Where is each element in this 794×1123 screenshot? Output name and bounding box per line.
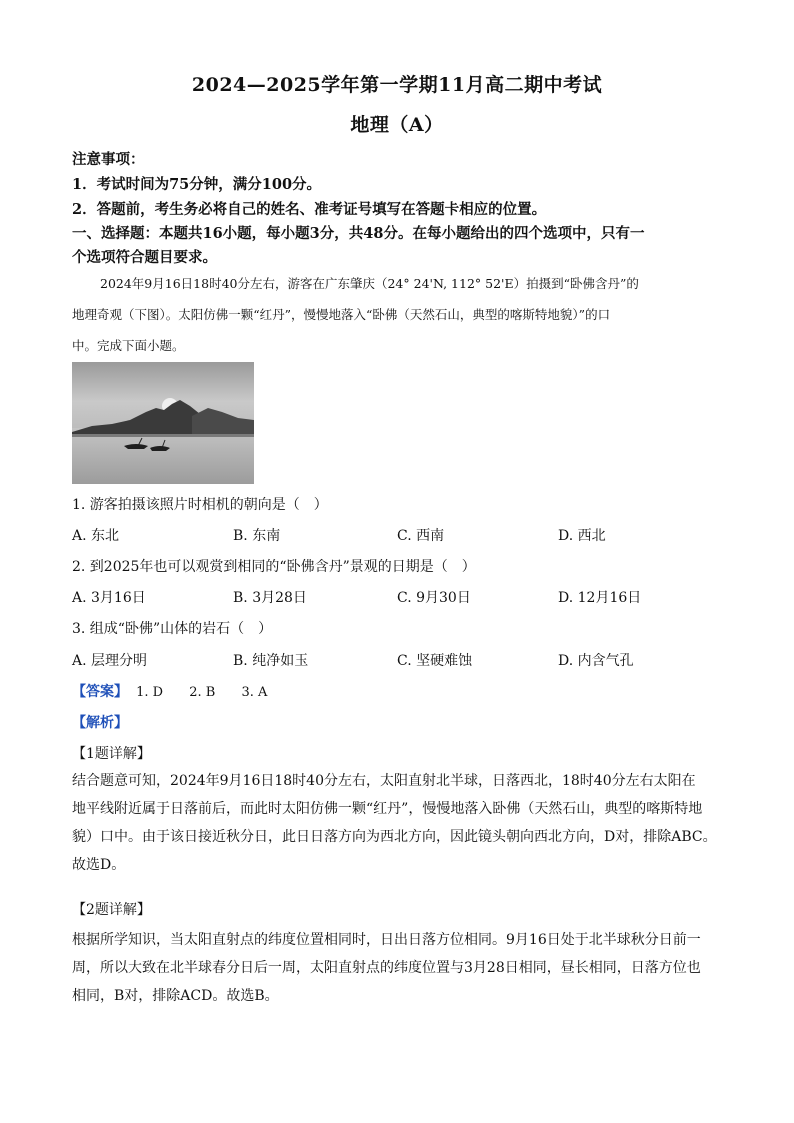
q2-detail-text xyxy=(72,926,722,1010)
material-line-3: 中。完成下面小题。 xyxy=(72,338,185,353)
question-1-option-b: B. 东南 xyxy=(233,528,281,544)
q2-detail-line-3: 相同，B对，排除ACD。故选B。 xyxy=(72,988,279,1004)
question-1-option-d: D. 西北 xyxy=(558,528,606,544)
material-paragraph xyxy=(72,268,722,361)
question-1-option-a: A. 东北 xyxy=(72,528,120,544)
answer-3: 3. A xyxy=(241,685,268,700)
answer-line xyxy=(72,681,289,701)
exam-title: 2024—2025学年第一学期11月高二期中考试 xyxy=(191,74,603,96)
question-2-option-d: D. 12月16日 xyxy=(558,590,642,606)
q1-detail-line-3: 貌）口中。由于该日接近秋分日，此日日落方向为西北方向，因此镜头朝向西北方向，D对，排除ABC。 xyxy=(72,829,717,845)
question-1-option-c: C. 西南 xyxy=(397,528,445,544)
question-3-option-a: A. 层理分明 xyxy=(72,653,148,669)
sunset-photo-illustration xyxy=(72,362,254,484)
q1-detail-heading: 【1题详解】 xyxy=(72,746,151,762)
question-3-stem: 3. 组成“卧佛”山体的岩石（ ） xyxy=(72,621,273,637)
q2-detail-heading: 【2题详解】 xyxy=(72,902,151,918)
analysis-label: 【解析】 xyxy=(72,715,128,731)
q1-detail-line-2: 地平线附近属于日落前后，而此时太阳仿佛一颗“红丹”，慢慢地落入卧佛（天然石山，典型的喀斯特地 xyxy=(72,801,703,817)
material-line-1: 2024年9月16日18时40分左右，游客在广东肇庆（24° 24'N, 112° 52'E）拍摄到“卧佛含丹”的 xyxy=(100,276,639,291)
section-instructions-line-1: 一、选择题：本题共16小题，每小题3分，共48分。在每小题给出的四个选项中，只有一 xyxy=(72,225,645,242)
q1-detail-line-4: 故选D。 xyxy=(72,857,126,873)
notice-item-2: 2．答题前，考生务必将自己的姓名、准考证号填写在答题卡相应的位置。 xyxy=(72,201,547,218)
answer-label: 【答案】 xyxy=(72,684,128,700)
q2-detail-line-1: 根据所学知识，当太阳直射点的纬度位置相同时，日出日落方位相同。9月16日处于北半球秋分日前一 xyxy=(72,932,701,948)
sunset-photo xyxy=(72,362,254,484)
notice-heading: 注意事项： xyxy=(72,151,145,168)
question-2-option-b: B. 3月28日 xyxy=(233,590,307,606)
question-2-stem: 2. 到2025年也可以观赏到相同的“卧佛含丹”景观的日期是（ ） xyxy=(72,559,476,575)
question-2-option-a: A. 3月16日 xyxy=(72,590,146,606)
question-2-option-c: C. 9月30日 xyxy=(397,590,471,606)
material-line-2: 地理奇观（下图）。太阳仿佛一颗“红丹”，慢慢地落入“卧佛（天然石山，典型的喀斯特地貌）”的口 xyxy=(72,307,611,322)
notice-item-1: 1．考试时间为75分钟，满分100分。 xyxy=(72,176,322,193)
question-3-option-d: D. 内含气孔 xyxy=(558,653,634,669)
q1-detail-line-1: 结合题意可知，2024年9月16日18时40分左右，太阳直射北半球，日落西北，18时40分左右太阳在 xyxy=(72,773,696,789)
question-3-option-c: C. 坚硬难蚀 xyxy=(397,653,473,669)
question-1-stem: 1. 游客拍摄该照片时相机的朝向是（ ） xyxy=(72,497,328,513)
q1-detail-text xyxy=(72,767,722,879)
section-instructions-line-2: 个选项符合题目要求。 xyxy=(72,249,217,266)
answer-1: 1. D xyxy=(136,685,164,700)
answer-2: 2. B xyxy=(189,685,216,700)
question-3-option-b: B. 纯净如玉 xyxy=(233,653,309,669)
subject-title: 地理（A） xyxy=(350,114,444,136)
q2-detail-line-2: 周，所以大致在北半球春分日后一周，太阳直射点的纬度位置与3月28日相同，昼长相同，日落方位也 xyxy=(72,960,701,976)
